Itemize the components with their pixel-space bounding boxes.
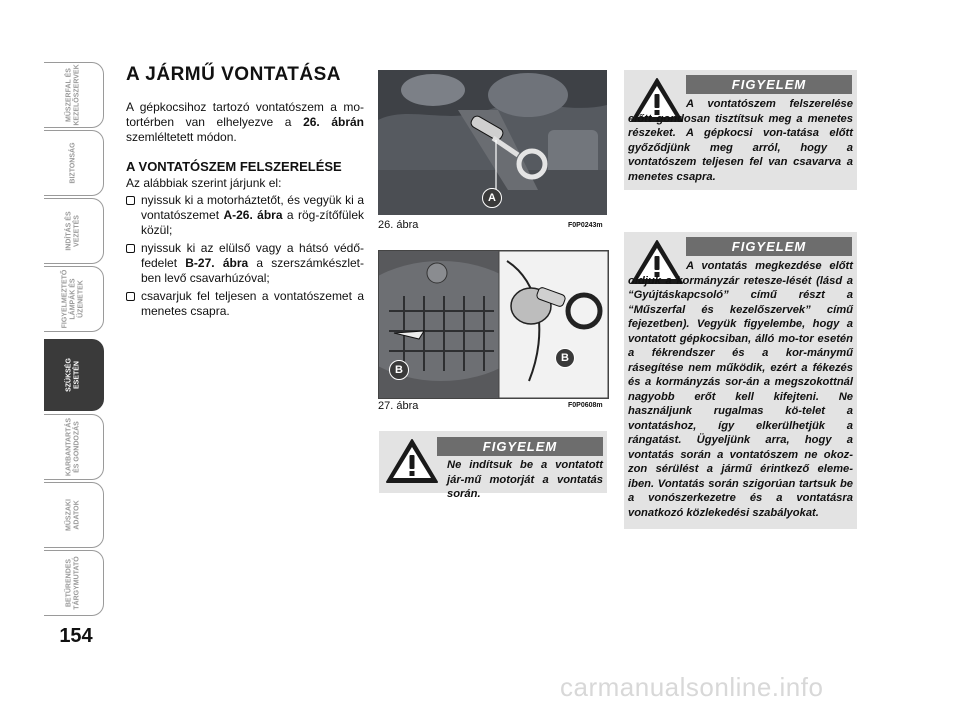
- tab-label: FIGYELMEZTETŐ LÁMPÁK ÉS ÜZENETEK: [61, 269, 85, 329]
- warning-text: Ne indítsuk be a vontatott jár-mű motorját a vontatás során.: [447, 459, 603, 500]
- list-text-end: a szerszámkészlet-ben levő csavarhúzóval;: [141, 256, 364, 285]
- tab-label: INDÍTÁS ÉS VEZETÉS: [65, 211, 81, 251]
- tab-warning-lights[interactable]: [44, 266, 104, 332]
- list-text: nyissuk ki a motorháztetőt, és vegyük ki a vontatószemet: [141, 193, 364, 222]
- tab-label: MŰSZERFAL ÉS KEZELŐSZERVEK: [65, 64, 81, 126]
- tab-instruments[interactable]: [44, 62, 104, 128]
- intro-text-end: szemléltetett módon.: [126, 130, 237, 144]
- checkbox-bullet-icon: [126, 292, 135, 301]
- tab-index[interactable]: [44, 550, 104, 616]
- watermark: carmanualsonline.info: [560, 672, 824, 702]
- tab-label: MŰSZAKI ADATOK: [65, 499, 81, 531]
- checkbox-bullet-icon: [126, 244, 135, 253]
- list-text: nyissuk ki az elülső vagy a hátsó védő-fedelet: [141, 241, 364, 270]
- checkbox-bullet-icon: [126, 196, 135, 205]
- callout-a-marker: A: [482, 188, 502, 208]
- steps-list: [126, 193, 364, 319]
- warning-box: [624, 70, 857, 190]
- figure-27-bumper: [378, 250, 609, 399]
- figure-caption: 27. ábra: [378, 400, 419, 412]
- list-item: [126, 193, 364, 238]
- tab-safety[interactable]: [44, 130, 104, 196]
- tab-label: BETŰRENDES TÁRGYMUTATÓ: [65, 556, 81, 610]
- tab-maintenance[interactable]: [44, 414, 104, 480]
- warning-box: [624, 232, 857, 529]
- warning-heading: FIGYELEM: [437, 437, 603, 456]
- bumper-illustration: [379, 251, 608, 398]
- figure-code: F0P0608m: [568, 402, 603, 409]
- page-number: 154: [59, 625, 93, 647]
- warning-triangle-icon: [385, 438, 439, 484]
- warning-box: [379, 431, 607, 500]
- warning-heading: FIGYELEM: [686, 237, 852, 256]
- page-title: A JÁRMŰ VONTATÁSA: [126, 64, 342, 85]
- tab-emergency[interactable]: [44, 339, 104, 411]
- list-ref: A-26. ábra: [223, 208, 283, 222]
- section-heading: A VONTATÓSZEM FELSZERELÉSE: [126, 159, 342, 174]
- warning-heading: FIGYELEM: [686, 75, 852, 94]
- figure-26-engine-bay: [378, 70, 607, 215]
- list-ref: B-27. ábra: [185, 256, 249, 270]
- figure-caption: 26. ábra: [378, 219, 419, 231]
- tab-label: SZÜKSÉG ESETÉN: [65, 358, 81, 392]
- section-lead: Az alábbiak szerint járjunk el:: [126, 176, 282, 190]
- warning-text: A vontatószem felszerelése előtt gondosan tisztítsuk meg a menetes részeket. A gépkocsi von-tatása előtt győződjünk meg arról, hogy a vontatószem teljesen fel van csavarva a menetes csapra.: [628, 98, 853, 183]
- tab-label: KARBANTARTÁS ÉS GONDOZÁS: [65, 417, 81, 477]
- main-text-column: [126, 64, 364, 322]
- intro-paragraph: [126, 100, 364, 145]
- list-text-end: a rög-zítőfülek közül;: [141, 208, 365, 237]
- list-text: csavarjuk fel teljesen a vontatószemet a menetes csapra.: [141, 289, 364, 318]
- callout-b-marker: B: [389, 360, 409, 380]
- intro-ref: 26. ábrán: [303, 115, 364, 129]
- callout-b-marker: B: [555, 348, 575, 368]
- warning-text: A vontatás megkezdése előtt oldjuk a kormányzár retesze-lését (lásd a “Gyújtáskapcsoló” című részt a “Műszerfal és kezelőszervek” című fejezetben). Vegyük figyelembe, hogy a vontatott gépkocsiban, álló mo-tor esetén a fékrendszer és a kor-mánymű rásegítése nem működik, ezért a fékezés és a kormányzás sor-án a megszokottnál nagyobb erőt kell kifejteni. Ne használjunk rugalmas kö-telet a vontatáshoz, így elkerülhetjük a rángatást. Ügyeljünk arra, hogy a vontatás során a vontatószem ne okoz-zon sérülést a jármű érintkező eleme-iben. Vontatás során szigorúan tartsuk be a vonószerkezetre és a vontatásra vonatkozó közlekedési szabályokat.: [628, 260, 853, 519]
- list-item: [126, 289, 364, 319]
- figure-code: F0P0243m: [568, 222, 603, 229]
- tab-starting[interactable]: [44, 198, 104, 264]
- intro-text: A gépkocsihoz tartozó vontatószem a mo-tortérben van elhelyezve a: [126, 100, 364, 129]
- tab-label: BIZTONSÁG: [69, 142, 77, 184]
- list-item: [126, 241, 364, 286]
- tab-specs[interactable]: [44, 482, 104, 548]
